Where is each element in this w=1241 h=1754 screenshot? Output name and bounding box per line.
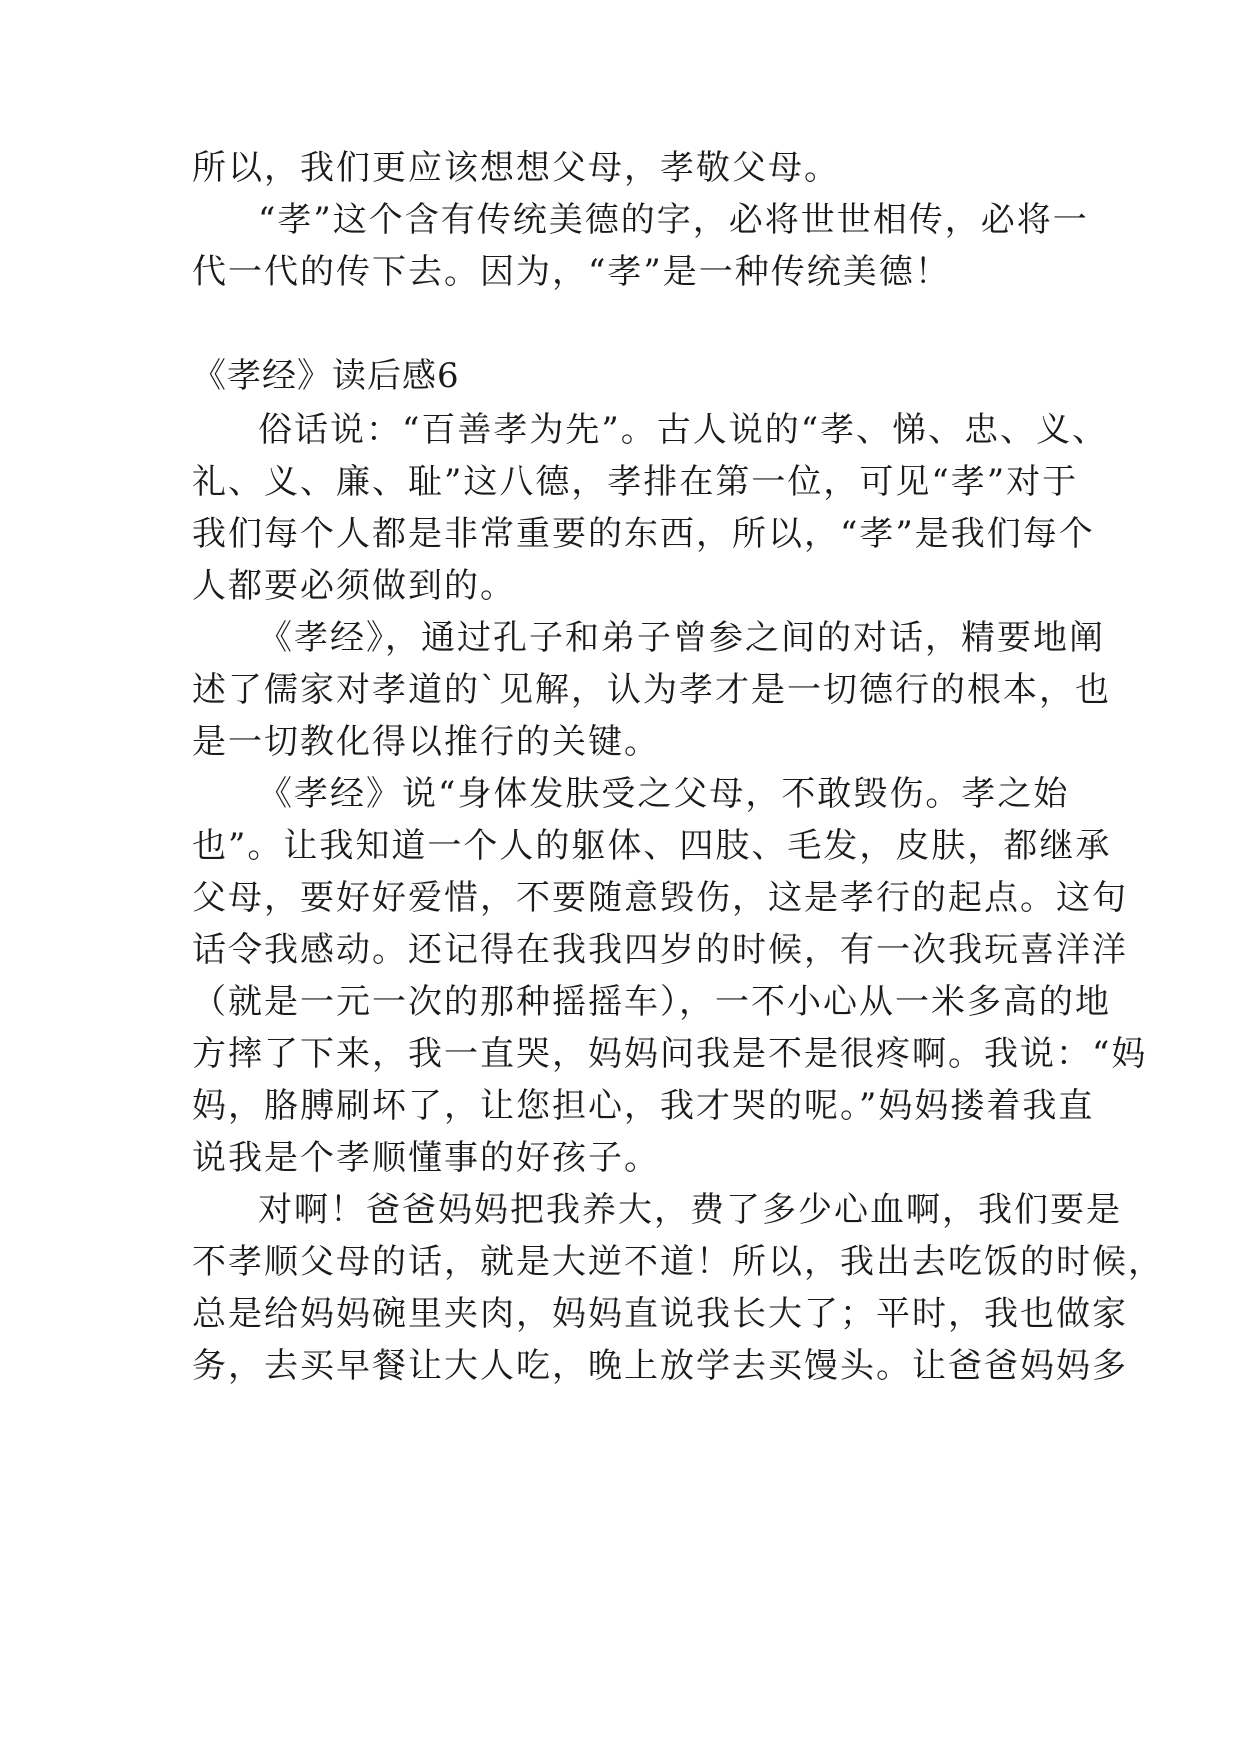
paragraph-line: 对啊！爸爸妈妈把我养大，费了多少心血啊，我们要是 xyxy=(258,1190,1122,1230)
paragraph-line: 我们每个人都是非常重要的东西，所以，“孝”是我们每个 xyxy=(192,514,1095,554)
paragraph-line: 代一代的传下去。因为，“孝”是一种传统美德！ xyxy=(192,252,951,292)
paragraph-line: 人都要必须做到的。 xyxy=(192,566,516,606)
paragraph-line: “孝”这个含有传统美德的字，必将世世相传，必将一 xyxy=(258,200,1089,240)
paragraph-line: （就是一元一次的那种摇摇车），一不小心从一米多高的地 xyxy=(192,982,1111,1022)
paragraph-line: 总是给妈妈碗里夹肉，妈妈直说我长大了；平时，我也做家 xyxy=(192,1294,1128,1334)
paragraph-line: 礼、义、廉、耻”这八德，孝排在第一位，可见“孝”对于 xyxy=(192,462,1079,502)
paragraph-line: 话令我感动。还记得在我我四岁的时候，有一次我玩喜洋洋 xyxy=(192,930,1128,970)
paragraph-line: 《孝经》，通过孔子和弟子曾参之间的对话，精要地阐 xyxy=(258,618,1105,658)
paragraph-line: 父母，要好好爱惜，不要随意毁伤，这是孝行的起点。这句 xyxy=(192,878,1128,918)
section-title: 《孝经》读后感6 xyxy=(192,356,460,396)
paragraph-line: 务，去买早餐让大人吃，晚上放学去买馒头。让爸爸妈妈多 xyxy=(192,1346,1128,1386)
paragraph-line: 不孝顺父母的话，就是大逆不道！所以，我出去吃饭的时候， xyxy=(192,1242,1164,1282)
paragraph-line: 方摔了下来，我一直哭，妈妈问我是不是很疼啊。我说：“妈 xyxy=(192,1034,1148,1074)
paragraph-line: 妈，胳膊刷坏了，让您担心，我才哭的呢。”妈妈搂着我直 xyxy=(192,1086,1095,1126)
paragraph-line: 是一切教化得以推行的关键。 xyxy=(192,722,660,762)
paragraph-line: 述了儒家对孝道的`见解，认为孝才是一切德行的根本，也 xyxy=(192,670,1111,710)
paragraph-line: 俗话说：“百善孝为先”。古人说的“孝、悌、忠、义、 xyxy=(258,410,1109,450)
paragraph-line: 所以，我们更应该想想父母，孝敬父母。 xyxy=(192,148,840,188)
paragraph-line: 《孝经》说“身体发肤受之父母，不敢毁伤。孝之始 xyxy=(258,774,1070,814)
paragraph-line: 说我是个孝顺懂事的好孩子。 xyxy=(192,1138,660,1178)
paragraph-line: 也”。让我知道一个人的躯体、四肢、毛发，皮肤，都继承 xyxy=(192,826,1112,866)
